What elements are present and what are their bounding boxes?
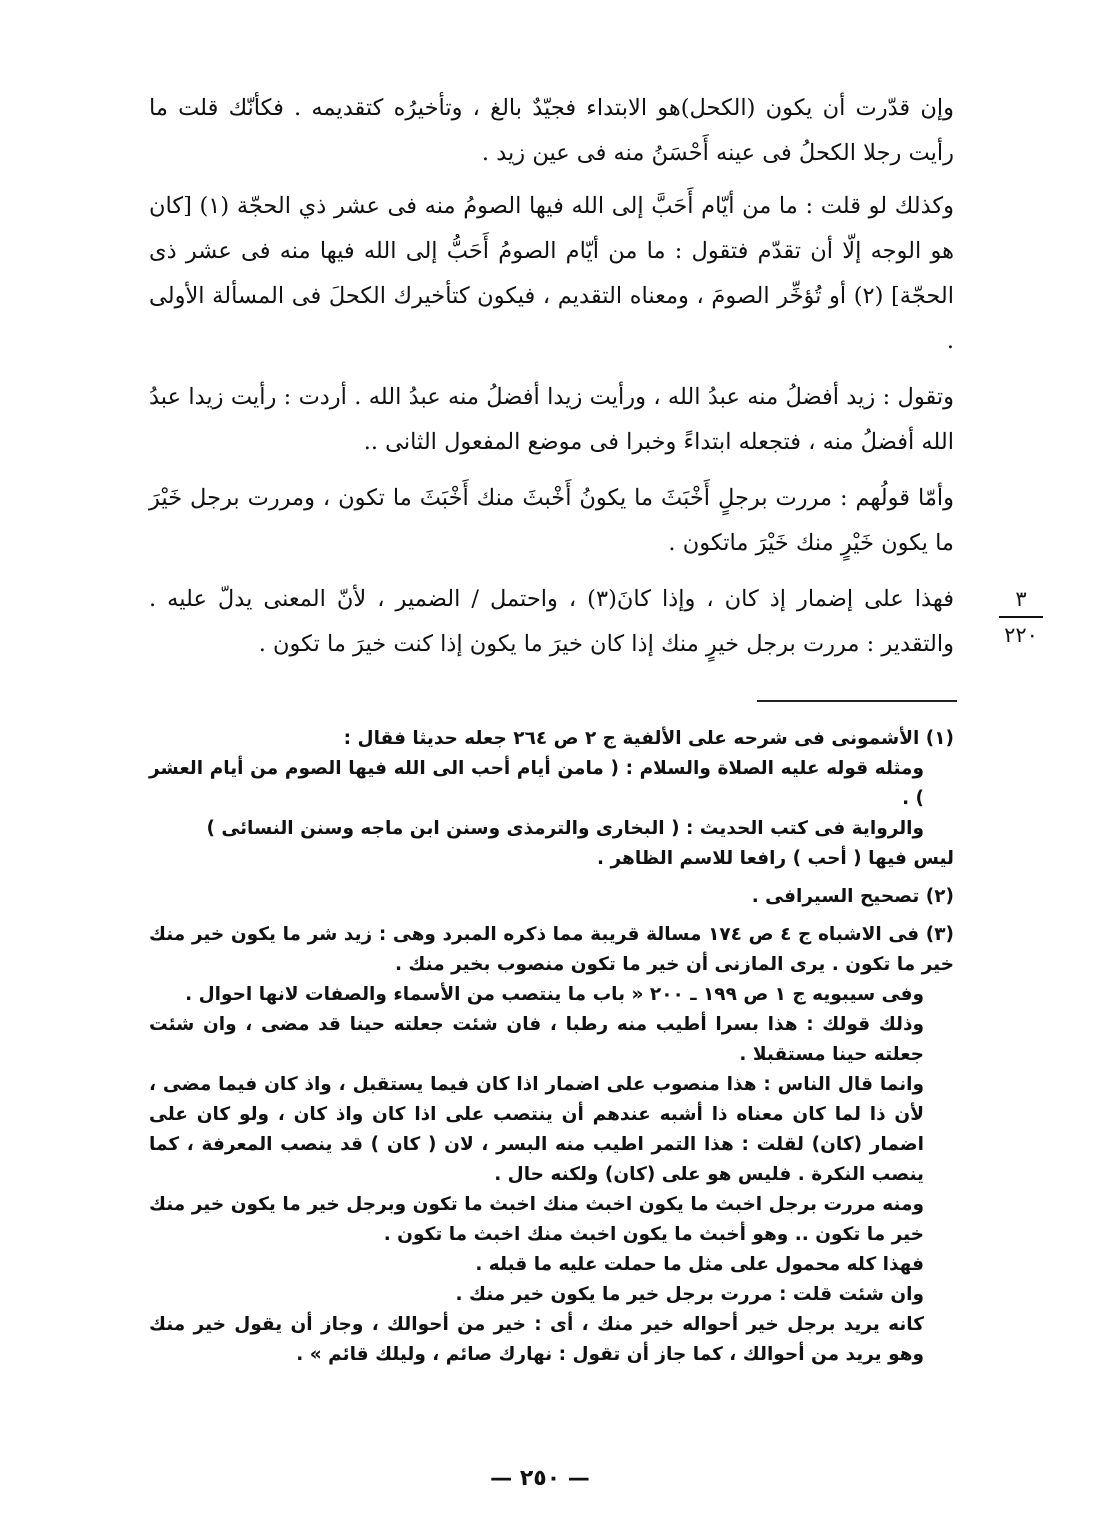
footnote-1-line: ومثله قوله عليه الصلاة والسلام : ( مامن أيام أحب الى الله فيها الصوم من أيام العشر ) . (149, 758, 924, 809)
footnote-separator (757, 700, 957, 702)
footnote-3-line: وان شئت قلت : مررت برجل خير ما يكون خير منك . (455, 1284, 924, 1305)
footnote-1-line: ليس فيها ( أحب ) رافعا للاسم الظاهر . (597, 848, 954, 869)
footnote-2: (٢) تصحيح السيرافى . (751, 886, 954, 907)
margin-reference-rule (999, 616, 1043, 618)
footnote-1-heading: (١) الأشمونى فى شرحه على الألفية ج ٢ ص ٢٦٤ جعله حديثا فقال : (343, 728, 954, 749)
margin-page-reference (995, 584, 1047, 650)
margin-reference-bottom: ٢٢٠ (1004, 623, 1038, 647)
main-paragraph-3: وتقول : زيد أفضلُ منه عبدُ الله ، ورأيت زيدا أفضلُ منه عبدُ الله . أردت : رأيت زيدا عبدُ الله أفضلُ منه ، فتجعله ابتداءً وخبرا فى موضع المفعول الثانى .. (149, 384, 954, 455)
page-number: — ٢٥٠ — (490, 1466, 590, 1491)
footnote-3-line: وذلك قولك : هذا بسرا أطيب منه رطبا ، فان شئت جعلته حينا قد مضى ، وان شئت جعلته حينا مستقبلا . (149, 1014, 924, 1065)
footnote-3-line: ومنه مررت برجل اخبث ما يكون اخبث منك اخبث ما تكون وبرجل خير ما يكون خير منك خير ما تكون .. وهو أخبث ما يكون اخبث منك اخبث ما تكون . (149, 1194, 924, 1245)
footnote-3-heading: (٣) فى الاشباه ج ٤ ص ١٧٤ مسالة قريبة مما ذكره المبرد وهى : زيد شر ما يكون خير منك خير ما تكون . يرى المازنى أن خير ما تكون منصوب بخير منك . (149, 924, 954, 975)
main-paragraph-2: وكذلك لو قلت : ما من أيّام أَحَبَّ إلى الله فيها الصومُ منه فى عشر ذي الحجّة (١) [كان هو الوجه إلّا أن تقدّم فتقول : ما من أيّام الصومُ أَحَبُّ إلى الله فيها منه فى عشر ذى الحجّة] (٢) أو تُؤخِّر الصومَ ، ومعناه التقديم ، فيكون كتأخيرك الكحلَ فى المسألة الأولى . (149, 193, 954, 354)
main-paragraph-1: وإن قدّرت أن يكون (الكحل)هو الابتداء فجيّدٌ بالغ ، وتأخيرُه كتقديمه . فكأنّك قلت ما رأيت رجلا الكحلُ فى عينه أَحْسَنُ منه فى عين زيد . (149, 95, 954, 166)
footnote-3-line: وانما قال الناس : هذا منصوب على اضمار اذا كان فيما يستقبل ، واذ كان فيما مضى ، لأن ذا لما كان معناه ذا أشبه عندهم أن ينتصب على اذا كان واذ كان ، ولو كان على اضمار (كان) لقلت : هذا التمر اطيب منه البسر ، لان ( كان ) قد ينصب المعرفة ، كما ينصب النكرة . فليس هو على (كان) ولكنه حال . (149, 1074, 924, 1185)
footnote-1-line: والرواية فى كتب الحديث : ( البخارى والترمذى وسنن ابن ماجه وسنن النسائى ) (206, 818, 924, 839)
main-paragraph-4: وأمّا قولُهم : مررت برجلٍ أَخْبَثَ ما يكونُ أَخْبثَ منك أَخْبَثَ ما تكون ، ومررت برجل خَيْرَ ما يكون خَيْرٍ منك خَيْرَ ماتكون . (149, 485, 954, 556)
footnote-3-line: وفى سيبويه ج ١ ص ١٩٩ ـ ٢٠٠ « باب ما ينتصب من الأسماء والصفات لانها احوال . (185, 984, 924, 1005)
main-paragraph-5: فهذا على إضمار إذ كان ، وإذا كانَ(٣) ، واحتمل / الضمير ، لأنّ المعنى يدلّ عليه . والتقدير : مررت برجل خيرٍ منك إذا كان خيرَ ما يكون إذا كنت خيرَ ما تكون . (149, 586, 954, 657)
main-text (149, 86, 954, 678)
footnote-3-line: كانه يريد برجل خير أحواله خير منك ، أى : خير من أحوالك ، وجاز أن يقول خير منك وهو يريد من أحوالك ، كما جاز أن تقول : نهارك صائم ، وليلك قائم » . (149, 1314, 924, 1365)
footnotes (149, 724, 954, 1370)
margin-reference-top: ٣ (1015, 587, 1027, 611)
footnote-3-line: فهذا كله محمول على مثل ما حملت عليه ما قبله . (475, 1254, 924, 1275)
